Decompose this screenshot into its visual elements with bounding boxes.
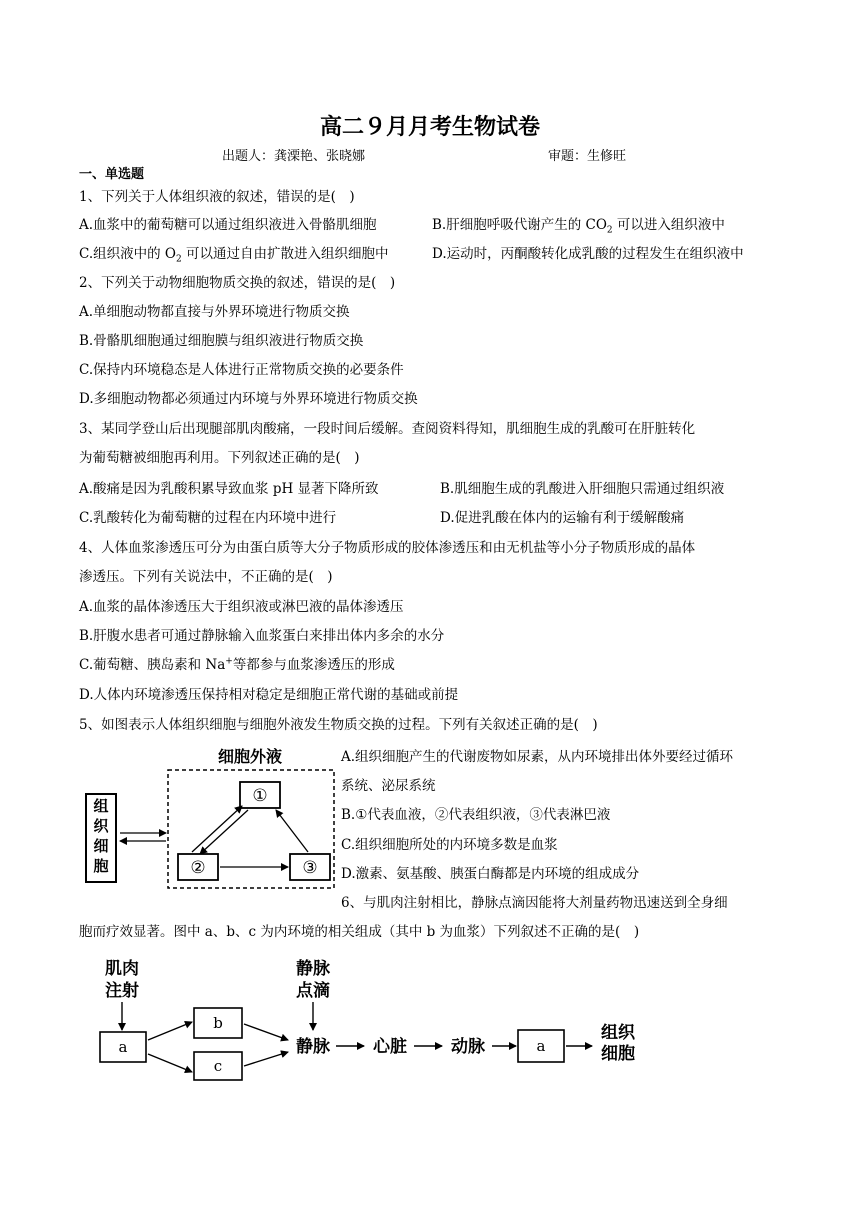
q5-option-b: B.①代表血液，②代表组织液，③代表淋巴液: [341, 807, 611, 823]
reviewer-line: 审题：生修旺: [548, 149, 627, 164]
injection-label-1: 肌肉: [105, 959, 139, 979]
tissue-cell-char-3: 细: [93, 837, 109, 855]
vein-label: 静脉: [296, 1037, 330, 1057]
q5-option-a-line2: 系统、泌尿系统: [341, 778, 436, 794]
q5-option-d: D.激素、氨基酸、胰蛋白酶都是内环境的组成成分: [341, 866, 640, 882]
q6-stem-line2: 胞而疗效显著。图中 a、b、c 为内环境的相关组成（其中 b 为血浆）下列叙述不正确的是( ): [79, 924, 640, 940]
b-to-vein-arrow: [244, 1024, 288, 1040]
q4-option-c: C.葡萄糖、胰岛素和 Na+等都参与血浆渗透压的形成: [79, 656, 395, 673]
artery-label: 动脉: [451, 1037, 485, 1057]
q5-option-c: C.组织细胞所处的内环境多数是血浆: [341, 837, 558, 853]
q4-stem-line1: 4、人体血浆渗透压可分为由蛋白质等大分子物质形成的胶体渗透压和由无机盐等小分子物质形成的晶体: [79, 540, 696, 556]
tissue-cell-char-4: 胞: [93, 857, 109, 875]
extracellular-fluid-label: 细胞外液: [217, 747, 283, 766]
box-c-label: c: [213, 1057, 223, 1075]
box-b-label: b: [213, 1014, 223, 1032]
q3-stem-line1: 3、某同学登山后出现腿部肌肉酸痛，一段时间后缓解。查阅资料得知，肌细胞生成的乳酸可在肝脏转化: [79, 421, 696, 437]
a-to-c-arrow: [148, 1054, 192, 1072]
tissue-cell-char-2: 织: [93, 817, 109, 835]
drip-label-2: 点滴: [296, 981, 330, 1001]
node-2-to-1-arrow: [192, 806, 242, 852]
q6-diagram: [96, 952, 656, 1082]
tissue-cell-char-1: 组: [93, 797, 109, 815]
node-3-to-1-arrow: [276, 810, 308, 852]
node-1-to-2-arrow: [200, 810, 248, 854]
q1-stem: 1、下列关于人体组织液的叙述，错误的是( ): [79, 189, 355, 205]
box-a-right-label: a: [536, 1037, 546, 1055]
tissue-label-2: 细胞: [601, 1044, 635, 1064]
q5-diagram: [80, 740, 342, 892]
node-3-label: ③: [302, 858, 318, 878]
q2-option-a: A.单细胞动物都直接与外界环境进行物质交换: [79, 304, 350, 320]
q2-stem: 2、下列关于动物细胞物质交换的叙述，错误的是( ): [79, 275, 396, 291]
q2-option-c: C.保持内环境稳态是人体进行正常物质交换的必要条件: [79, 362, 404, 378]
q2-option-d: D.多细胞动物都必须通过内环境与外界环境进行物质交换: [79, 391, 418, 407]
section-heading: 一、单选题: [79, 167, 145, 182]
node-1-label: ①: [252, 786, 268, 806]
a-to-b-arrow: [148, 1022, 192, 1040]
q3-option-a: A.酸痛是因为乳酸积累导致血浆 pH 显著下降所致: [79, 481, 379, 497]
tissue-label-1: 组织: [601, 1023, 635, 1043]
q2-option-b: B.骨骼肌细胞通过细胞膜与组织液进行物质交换: [79, 333, 364, 349]
q4-option-b: B.肝腹水患者可通过静脉输入血浆蛋白来排出体内多余的水分: [79, 628, 445, 644]
authors-line: 出题人：龚溧艳、张晓娜: [222, 149, 366, 164]
node-2-label: ②: [190, 858, 206, 878]
q4-option-a: A.血浆的晶体渗透压大于组织液或淋巴液的晶体渗透压: [79, 599, 404, 615]
c-to-vein-arrow: [244, 1052, 288, 1066]
injection-label-2: 注射: [105, 981, 139, 1001]
q5-option-a-line1: A.组织细胞产生的代谢废物如尿素，从内环境排出体外要经过循环: [341, 749, 734, 765]
q1-option-d: D.运动时，丙酮酸转化成乳酸的过程发生在组织液中: [432, 246, 744, 262]
q1-option-a: A.血浆中的葡萄糖可以通过组织液进入骨骼肌细胞: [79, 217, 377, 233]
page-title: 高二９月月考生物试卷: [319, 115, 540, 140]
q3-stem-line2: 为葡萄糖被细胞再利用。下列叙述正确的是( ): [79, 450, 360, 466]
q3-option-b: B.肌细胞生成的乳酸进入肝细胞只需通过组织液: [440, 481, 725, 497]
box-a-left-label: a: [118, 1038, 128, 1056]
heart-label: 心脏: [373, 1037, 407, 1057]
q1-option-b: B.肝细胞呼吸代谢产生的 $CO_2$ 可以进入组织液中: [432, 217, 725, 236]
q4-stem-line2: 渗透压。下列有关说法中，不正确的是( ): [79, 569, 333, 585]
q5-stem: 5、如图表示人体组织细胞与细胞外液发生物质交换的过程。下列有关叙述正确的是( ): [79, 717, 598, 733]
q6-stem-line1: 6、与肌肉注射相比，静脉点滴因能将大剂量药物迅速送到全身细: [341, 895, 728, 911]
drip-label-1: 静脉: [296, 959, 330, 979]
q3-option-c: C.乳酸转化为葡萄糖的过程在内环境中进行: [79, 510, 337, 526]
q1-option-c: C.组织液中的 $O_2$ 可以通过自由扩散进入组织细胞中: [79, 246, 389, 265]
q4-option-d: D.人体内环境渗透压保持相对稳定是细胞正常代谢的基础或前提: [79, 687, 459, 703]
q3-option-d: D.促进乳酸在体内的运输有利于缓解酸痛: [440, 510, 685, 526]
